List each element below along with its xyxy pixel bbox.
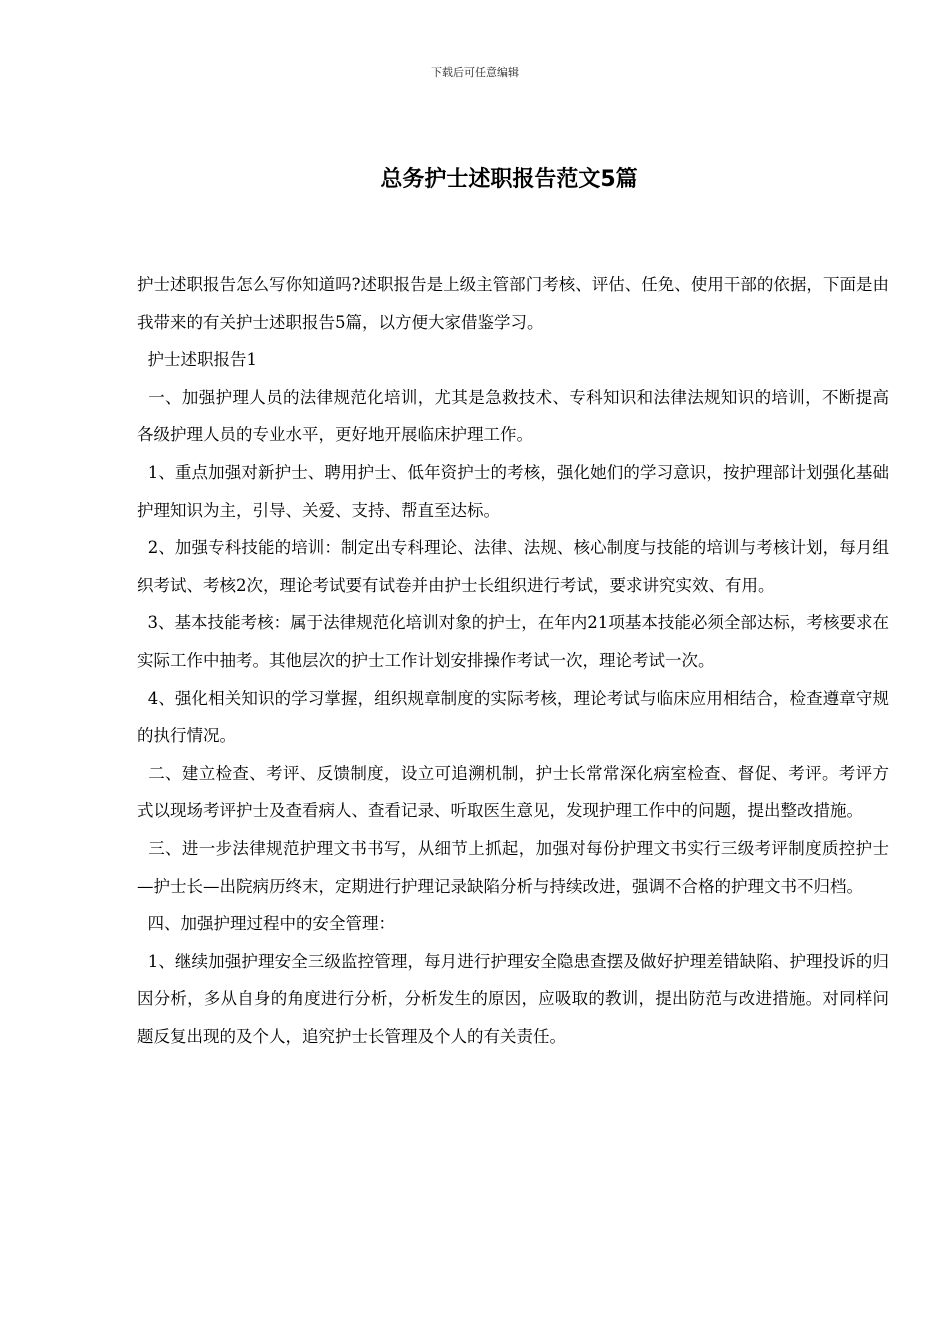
document-body (137, 266, 889, 1055)
page-header: 下载后可任意编辑 (431, 66, 519, 79)
body-paragraph: 1、重点加强对新护士、聘用护士、低年资护士的考核，强化她们的学习意识，按护理部计划强化基础护理知识为主，引导、关爱、支持、帮直至达标。 (137, 462, 889, 520)
body-paragraph: 4、强化相关知识的学习掌握，组织规章制度的实际考核，理论考试与临床应用相结合，检查遵章守规的执行情况。 (137, 688, 889, 746)
body-paragraph: 四、加强护理过程中的安全管理： (137, 914, 395, 934)
body-paragraph: 3、基本技能考核：属于法律规范化培训对象的护士，在年内21项基本技能必须全部达标，考核要求在实际工作中抽考。其他层次的护士工作计划安排操作考试一次，理论考试一次。 (137, 613, 889, 670)
body-paragraph: 一、加强护理人员的法律规范化培训，尤其是急救技术、专科知识和法律法规知识的培训，不断提高各级护理人员的专业水平，更好地开展临床护理工作。 (137, 387, 889, 445)
intro-paragraph: 护士述职报告怎么写你知道吗?述职报告是上级主管部门考核、评估、任免、使用干部的依据，下面是由我带来的有关护士述职报告5篇，以方便大家借鉴学习。 (137, 275, 889, 332)
body-paragraph: 二、建立检查、考评、反馈制度，设立可追溯机制，护士长常常深化病室检查、督促、考评。考评方式以现场考评护士及查看病人、查看记录、听取医生意见，发现护理工作中的问题，提出整改措施。 (137, 763, 889, 821)
section-heading: 护士述职报告1 (137, 350, 257, 370)
body-paragraph: 三、进一步法律规范护理文书书写，从细节上抓起，加强对每份护理文书实行三级考评制度质控护士—护士长—出院病历终末，定期进行护理记录缺陷分析与持续改进，强调不合格的护理文书不归档。 (137, 838, 889, 896)
body-paragraph: 2、加强专科技能的培训：制定出专科理论、法律、法规、核心制度与技能的培训与考核计划，每月组织考试、考核2次，理论考试要有试卷并由护士长组织进行考试，要求讲究实效、有用。 (137, 538, 889, 595)
body-paragraph: 1、继续加强护理安全三级监控管理，每月进行护理安全隐患查摆及做好护理差错缺陷、护理投诉的归因分析，多从自身的角度进行分析，分析发生的原因，应吸取的教训，提出防范与改进措施。对同样问题反复出现的及个人，追究护士长管理及个人的有关责任。 (137, 951, 889, 1046)
document-title: 总务护士述职报告范文5篇 (380, 167, 638, 192)
